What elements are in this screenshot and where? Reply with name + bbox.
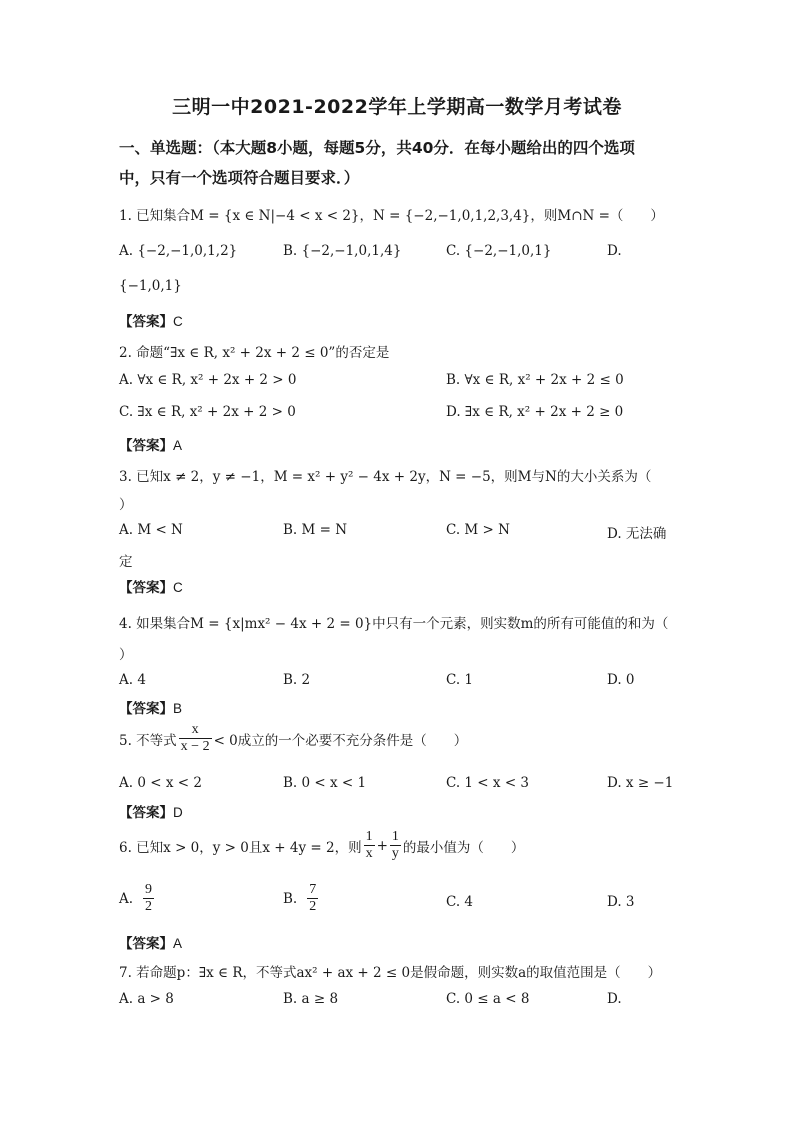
question-7-option-d: D.: [607, 991, 622, 1007]
answer-label: 【答案】: [119, 438, 173, 454]
question-6-option-c: C. 4: [446, 894, 474, 910]
exam-title: 三明一中2021-2022学年上学期高一数学月考试卷: [172, 96, 622, 118]
question-5-option-a: A. 0 < x < 2: [119, 775, 202, 791]
question-1-option-a: A. {−2,−1,0,1,2}: [119, 243, 238, 259]
question-2-option-b: B. ∀x ∈ R, x² + 2x + 2 ≤ 0: [446, 372, 624, 388]
option-fraction: [307, 882, 318, 915]
option-fraction: [143, 882, 154, 915]
fraction-denominator: 2: [145, 899, 153, 914]
section-heading-line2: 中，只有一个选项符合题目要求．）: [119, 169, 360, 187]
fraction-denominator: x: [365, 846, 373, 861]
fraction-one-over-y: [390, 829, 401, 862]
question-3-answer: [119, 576, 183, 596]
question-4-option-d: D. 0: [607, 672, 635, 688]
fraction-numerator: 1: [391, 829, 399, 844]
section-heading-line1: 一、单选题：（本大题8小题，每题5分，共40分．在每小题给出的四个选项: [119, 139, 635, 157]
question-4-stem: 4. 如果集合M = {x|mx² − 4x + 2 = 0}中只有一个元素，则实数m的所有可能值的和为（: [119, 616, 669, 632]
fraction-denominator: 2: [309, 899, 317, 914]
question-4-stem-cont: ）: [119, 647, 133, 663]
fraction-numerator: 7: [309, 882, 317, 897]
fraction-one-over-x: [364, 829, 375, 862]
answer-value: D: [173, 805, 183, 820]
question-3-stem-cont: ）: [119, 497, 133, 513]
question-3-option-b: B. M = N: [283, 522, 348, 538]
answer-label: 【答案】: [119, 580, 173, 596]
answer-value: A: [173, 936, 183, 951]
plus-sign: +: [376, 837, 388, 854]
answer-value: A: [173, 438, 183, 453]
question-6-option-a: [119, 882, 156, 915]
question-5-stem-post: < 0成立的一个必要不充分条件是（ ）: [213, 732, 468, 749]
question-2-stem: 2. 命题“∃x ∈ R, x² + 2x + 2 ≤ 0”的否定是: [119, 345, 390, 361]
question-1-answer: [119, 310, 183, 330]
question-6-stem: [119, 829, 524, 862]
question-2-option-a: A. ∀x ∈ R, x² + 2x + 2 > 0: [119, 372, 297, 388]
question-2-answer: [119, 434, 182, 454]
fraction-numerator: x: [191, 722, 199, 737]
question-4-option-a: A. 4: [119, 672, 146, 688]
fraction-numerator: 1: [365, 829, 373, 844]
question-5-option-c: C. 1 < x < 3: [446, 775, 530, 791]
option-label: B.: [283, 890, 298, 907]
question-1-option-b: B. {−2,−1,0,1,4}: [283, 243, 402, 259]
question-7-option-a: A. a > 8: [119, 991, 174, 1007]
question-5-stem: [119, 722, 467, 755]
answer-value: C: [173, 580, 183, 595]
question-7-option-c: C. 0 ≤ a < 8: [446, 991, 530, 1007]
fraction-numerator: 9: [145, 882, 153, 897]
question-6-option-d: D. 3: [607, 894, 635, 910]
question-3-stem: 3. 已知x ≠ 2，y ≠ −1，M = x² + y² − 4x + 2y，N = −5，则M与N的大小关系为（: [119, 469, 652, 485]
question-5-option-d: D. x ≥ −1: [607, 775, 674, 791]
question-4-option-b: B. 2: [283, 672, 311, 688]
fraction-denominator: x − 2: [180, 739, 210, 754]
question-1-option-d: D.: [607, 243, 622, 259]
question-2-option-d: D. ∃x ∈ R, x² + 2x + 2 ≥ 0: [446, 404, 624, 420]
question-6-answer: [119, 932, 182, 952]
question-7-option-b: B. a ≥ 8: [283, 991, 339, 1007]
question-7-stem: 7. 若命题p：∃x ∈ R，不等式ax² + ax + 2 ≤ 0是假命题，则实数a的取值范围是（ ）: [119, 965, 662, 981]
question-6-option-b: [283, 882, 320, 915]
inequality-fraction: [179, 722, 212, 755]
question-3-option-a: A. M < N: [119, 522, 183, 538]
question-4-answer: [119, 697, 182, 717]
question-3-option-d: D. 无法确: [607, 526, 667, 542]
answer-label: 【答案】: [119, 314, 173, 330]
question-1-stem: 1. 已知集合M = {x ∈ N|−4 < x < 2}，N = {−2,−1,0,1,2,3,4}，则M∩N =（ ）: [119, 208, 664, 224]
option-label: A.: [119, 890, 134, 907]
answer-label: 【答案】: [119, 936, 173, 952]
answer-value: C: [173, 314, 183, 329]
question-1-option-c: C. {−2,−1,0,1}: [446, 243, 552, 259]
answer-value: B: [173, 701, 183, 716]
answer-label: 【答案】: [119, 701, 173, 717]
answer-label: 【答案】: [119, 805, 173, 821]
question-4-option-c: C. 1: [446, 672, 474, 688]
question-3-option-c: C. M > N: [446, 522, 510, 538]
question-5-stem-pre: 5. 不等式: [119, 732, 177, 749]
fraction-denominator: y: [391, 846, 399, 861]
question-6-stem-post: 的最小值为（ ）: [402, 839, 525, 856]
question-5-answer: [119, 801, 183, 821]
question-3-option-d-cont: 定: [119, 554, 133, 570]
question-5-option-b: B. 0 < x < 1: [283, 775, 367, 791]
question-1-option-d-cont: {−1,0,1}: [119, 278, 182, 294]
question-6-stem-pre: 6. 已知x > 0，y > 0且x + 4y = 2，则: [119, 839, 362, 856]
question-2-option-c: C. ∃x ∈ R, x² + 2x + 2 > 0: [119, 404, 296, 420]
